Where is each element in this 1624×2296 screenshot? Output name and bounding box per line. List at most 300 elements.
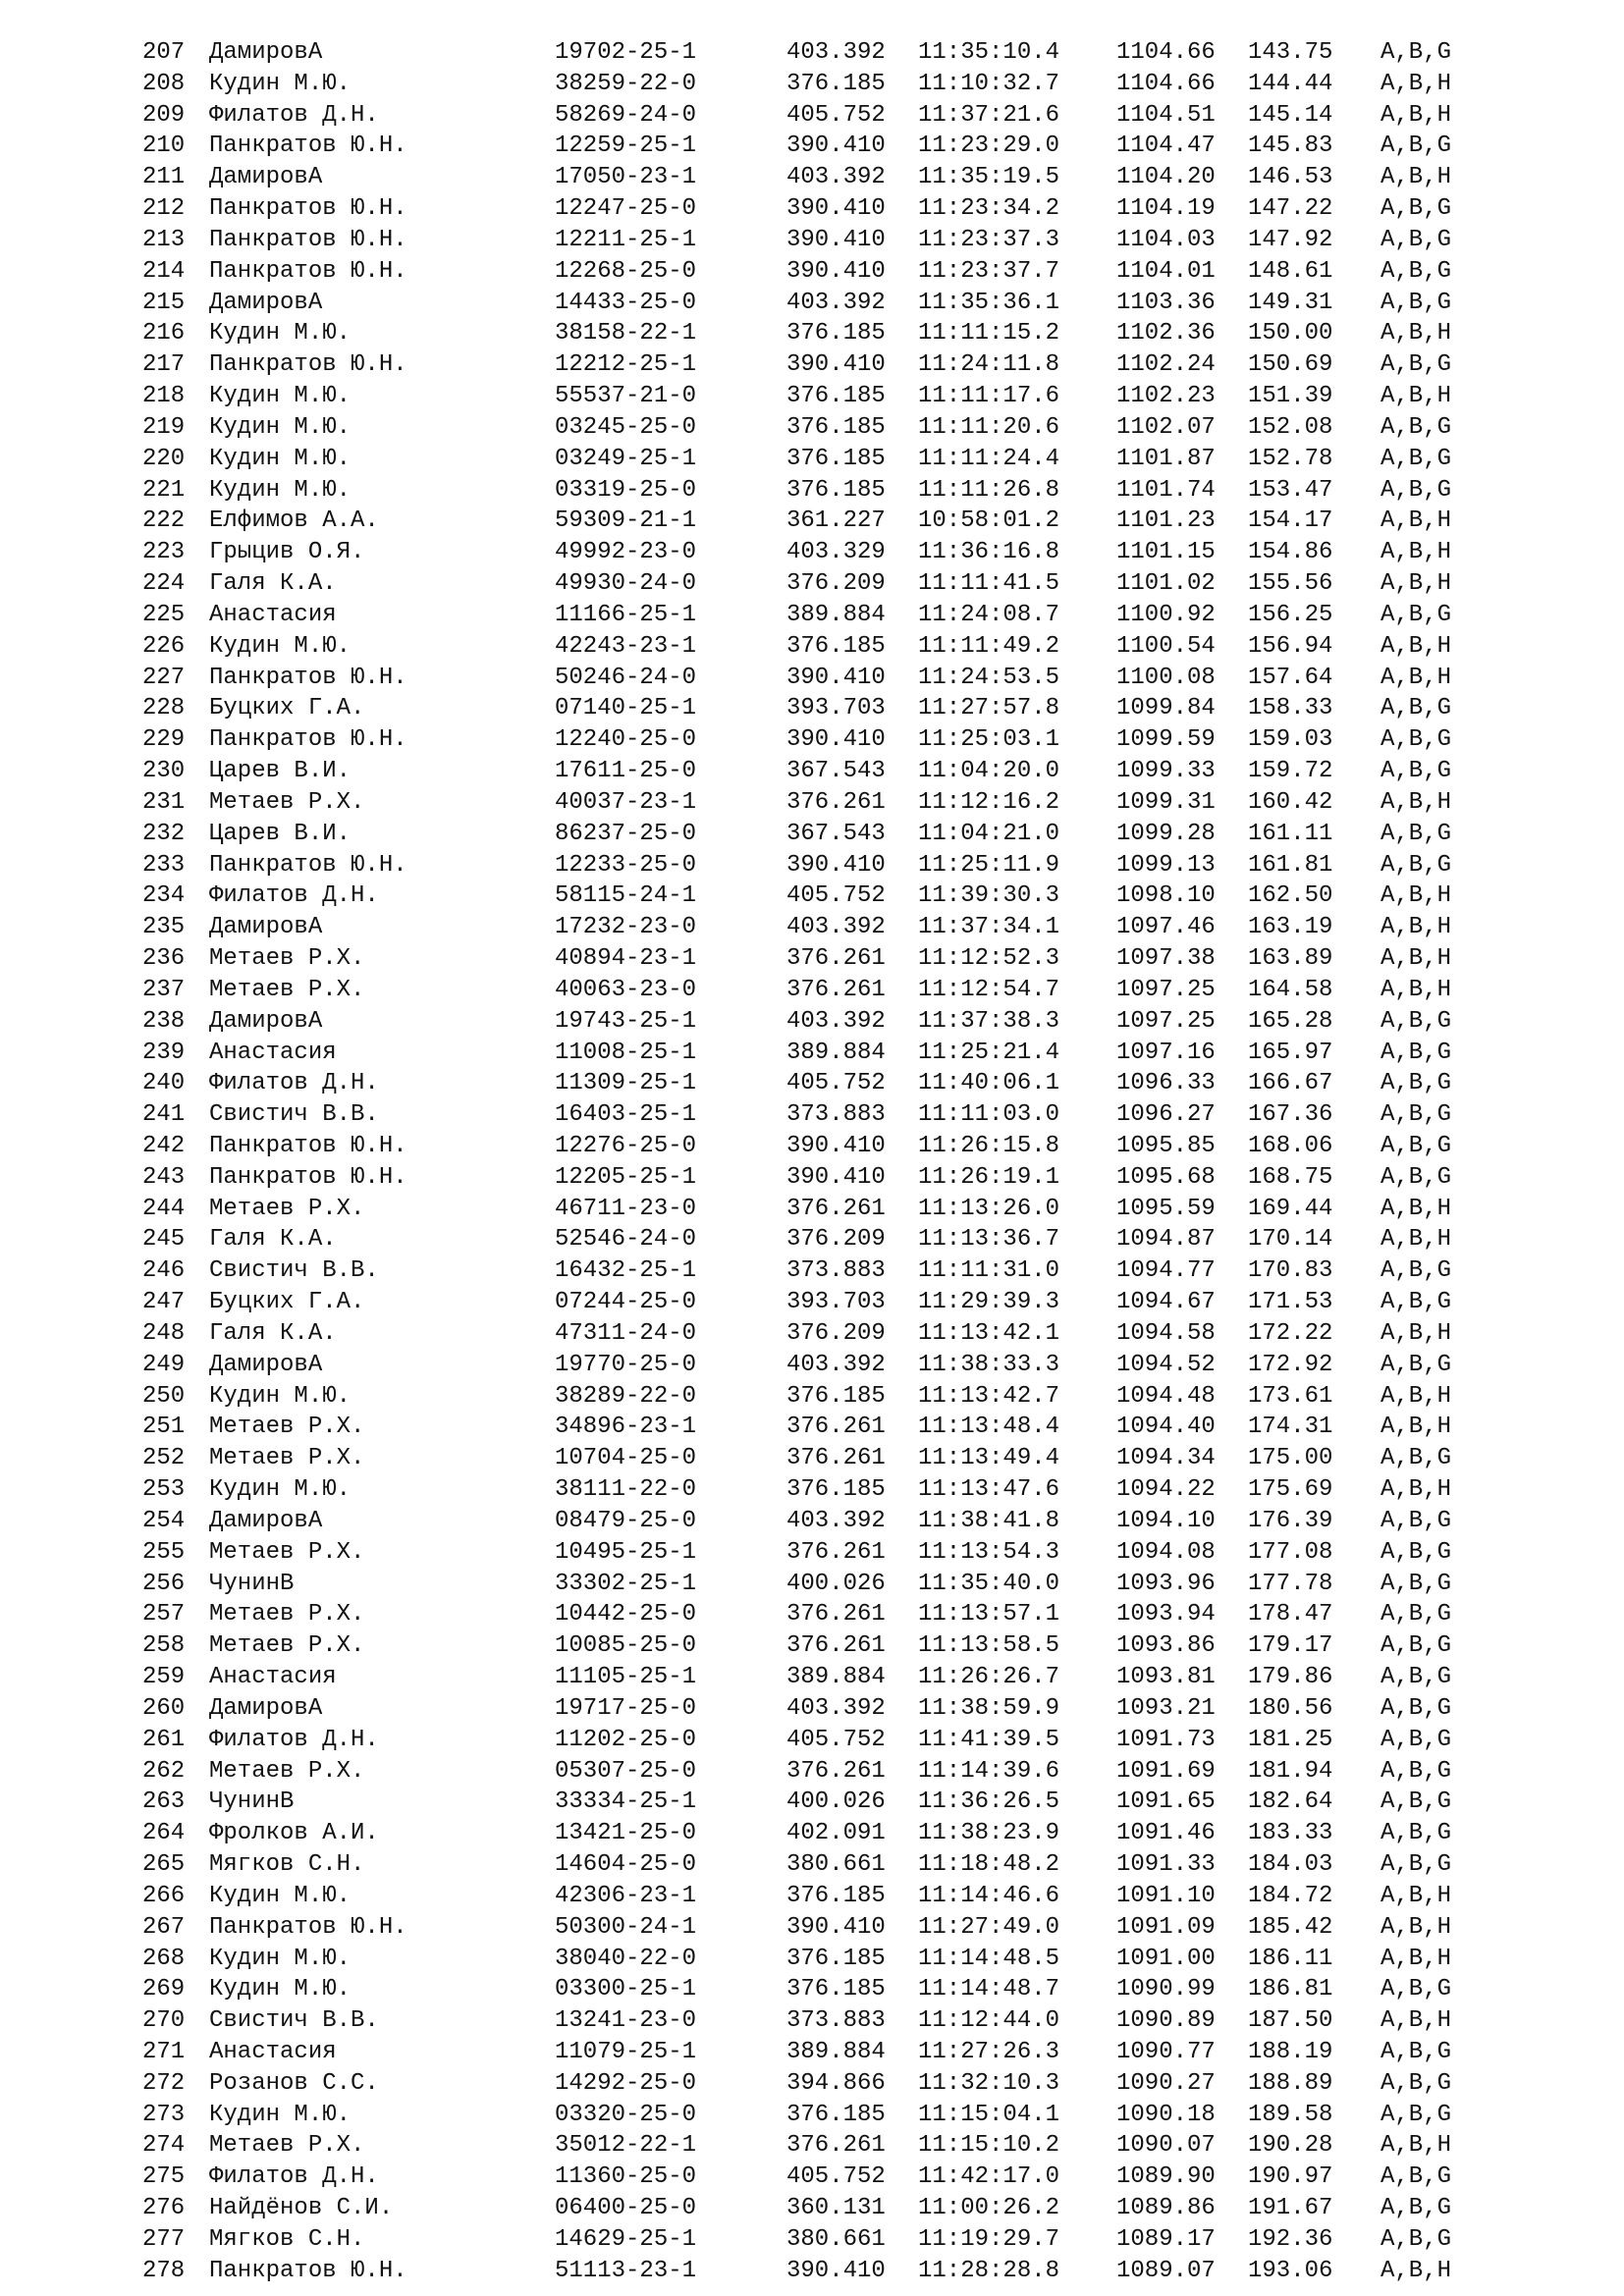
- categories: A,B,H: [1380, 1195, 1452, 1222]
- distance: 367.543: [786, 820, 886, 847]
- categories: A,B,G: [1380, 1820, 1452, 1847]
- ring-number: 47311-24-0: [555, 1319, 697, 1347]
- arrival-time: 11:37:38.3: [918, 1007, 1060, 1035]
- distance: 376.185: [786, 320, 886, 347]
- distance: 405.752: [786, 2163, 886, 2191]
- ring-number: 03320-25-0: [555, 2101, 697, 2128]
- fancier-name: Метаев Р.Х.: [209, 1445, 365, 1472]
- coefficient: 154.86: [1248, 539, 1333, 566]
- ring-number: 34896-23-1: [555, 1414, 697, 1441]
- row-number: 218: [142, 383, 186, 410]
- distance: 376.185: [786, 1882, 886, 1909]
- ring-number: 49992-23-0: [555, 539, 697, 566]
- fancier-name: Филатов Д.Н.: [209, 1070, 379, 1097]
- fancier-name: Метаев Р.Х.: [209, 1195, 365, 1222]
- categories: A,B,G: [1380, 1132, 1452, 1159]
- ring-number: 42243-23-1: [555, 632, 697, 660]
- arrival-time: 11:36:16.8: [918, 539, 1060, 566]
- row-number: 220: [142, 445, 186, 472]
- speed: 1090.27: [1116, 2069, 1216, 2097]
- arrival-time: 11:13:58.5: [918, 1632, 1060, 1660]
- speed: 1099.13: [1116, 851, 1216, 879]
- speed: 1095.59: [1116, 1195, 1216, 1222]
- distance: 403.392: [786, 289, 886, 316]
- coefficient: 161.81: [1248, 851, 1333, 879]
- row-number: 263: [142, 1789, 186, 1816]
- categories: A,B,G: [1380, 726, 1452, 754]
- coefficient: 162.50: [1248, 882, 1333, 910]
- fancier-name: ДамировА: [209, 39, 323, 66]
- arrival-time: 11:38:59.9: [918, 1694, 1060, 1722]
- coefficient: 158.33: [1248, 695, 1333, 722]
- coefficient: 156.25: [1248, 601, 1333, 628]
- ring-number: 13241-23-0: [555, 2007, 697, 2035]
- categories: A,B,H: [1380, 1476, 1452, 1504]
- coefficient: 169.44: [1248, 1195, 1333, 1222]
- ring-number: 50246-24-0: [555, 664, 697, 691]
- distance: 389.884: [786, 2039, 886, 2065]
- fancier-name: ДамировА: [209, 164, 323, 191]
- row-number: 250: [142, 1382, 186, 1410]
- row-number: 237: [142, 976, 186, 1003]
- arrival-time: 11:29:39.3: [918, 1289, 1060, 1316]
- fancier-name: Мягков С.Н.: [209, 2225, 365, 2253]
- ring-number: 19717-25-0: [555, 1694, 697, 1722]
- fancier-name: Метаев Р.Х.: [209, 976, 365, 1003]
- arrival-time: 11:14:48.5: [918, 1945, 1060, 1972]
- categories: A,B,H: [1380, 664, 1452, 691]
- ring-number: 11105-25-1: [555, 1664, 697, 1691]
- fancier-name: Панкратов Ю.Н.: [209, 351, 407, 379]
- distance: 373.883: [786, 1101, 886, 1129]
- categories: A,B,G: [1380, 1039, 1452, 1066]
- row-number: 241: [142, 1101, 186, 1129]
- ring-number: 14629-25-1: [555, 2225, 697, 2253]
- speed: 1100.54: [1116, 632, 1216, 660]
- speed: 1097.38: [1116, 945, 1216, 973]
- categories: A,B,G: [1380, 1538, 1452, 1566]
- arrival-time: 11:13:54.3: [918, 1538, 1060, 1566]
- coefficient: 157.64: [1248, 664, 1333, 691]
- distance: 403.329: [786, 539, 886, 566]
- fancier-name: Метаев Р.Х.: [209, 945, 365, 973]
- categories: A,B,G: [1380, 1257, 1452, 1285]
- row-number: 278: [142, 2257, 186, 2284]
- fancier-name: Кудин М.Ю.: [209, 1945, 352, 1972]
- categories: A,B,H: [1380, 2007, 1452, 2035]
- categories: A,B,G: [1380, 2195, 1452, 2222]
- distance: 367.543: [786, 758, 886, 785]
- distance: 376.261: [786, 788, 886, 816]
- categories: A,B,G: [1380, 1601, 1452, 1629]
- speed: 1104.01: [1116, 257, 1216, 285]
- row-number: 264: [142, 1820, 186, 1847]
- distance: 390.410: [786, 1163, 886, 1191]
- categories: A,B,H: [1380, 1913, 1452, 1941]
- distance: 390.410: [786, 226, 886, 253]
- coefficient: 146.53: [1248, 164, 1333, 191]
- speed: 1094.34: [1116, 1445, 1216, 1472]
- fancier-name: Панкратов Ю.Н.: [209, 195, 407, 223]
- coefficient: 149.31: [1248, 289, 1333, 316]
- arrival-time: 11:28:28.8: [918, 2257, 1060, 2284]
- fancier-name: ДамировА: [209, 289, 323, 316]
- arrival-time: 11:13:48.4: [918, 1414, 1060, 1441]
- coefficient: 144.44: [1248, 70, 1333, 97]
- ring-number: 55537-21-0: [555, 383, 697, 410]
- fancier-name: Кудин М.Ю.: [209, 320, 352, 347]
- distance: 376.209: [786, 1319, 886, 1347]
- ring-number: 59309-21-1: [555, 507, 697, 535]
- speed: 1090.18: [1116, 2101, 1216, 2128]
- distance: 361.227: [786, 507, 886, 535]
- coefficient: 175.00: [1248, 1445, 1333, 1472]
- coefficient: 186.11: [1248, 1945, 1333, 1972]
- row-number: 248: [142, 1319, 186, 1347]
- distance: 376.185: [786, 445, 886, 472]
- ring-number: 40037-23-1: [555, 788, 697, 816]
- categories: A,B,G: [1380, 851, 1452, 879]
- row-number: 211: [142, 164, 186, 191]
- categories: A,B,G: [1380, 2101, 1452, 2128]
- fancier-name: Панкратов Ю.Н.: [209, 2257, 407, 2284]
- distance: 373.883: [786, 1257, 886, 1285]
- distance: 403.392: [786, 1351, 886, 1378]
- fancier-name: Грыцив О.Я.: [209, 539, 365, 566]
- row-number: 225: [142, 601, 186, 628]
- fancier-name: Метаев Р.Х.: [209, 2132, 365, 2160]
- speed: 1101.87: [1116, 445, 1216, 472]
- distance: 405.752: [786, 882, 886, 910]
- arrival-time: 11:38:41.8: [918, 1507, 1060, 1534]
- coefficient: 192.36: [1248, 2225, 1333, 2253]
- coefficient: 170.83: [1248, 1257, 1333, 1285]
- coefficient: 159.03: [1248, 726, 1333, 754]
- coefficient: 175.69: [1248, 1476, 1333, 1504]
- distance: 376.185: [786, 476, 886, 504]
- distance: 376.261: [786, 1601, 886, 1629]
- row-number: 221: [142, 476, 186, 504]
- coefficient: 191.67: [1248, 2195, 1333, 2222]
- categories: A,B,G: [1380, 1976, 1452, 2003]
- fancier-name: Галя К.А.: [209, 570, 337, 598]
- speed: 1094.67: [1116, 1289, 1216, 1316]
- distance: 390.410: [786, 726, 886, 754]
- speed: 1104.66: [1116, 39, 1216, 66]
- categories: A,B,H: [1380, 539, 1452, 566]
- speed: 1091.65: [1116, 1789, 1216, 1816]
- row-number: 249: [142, 1351, 186, 1378]
- row-number: 251: [142, 1414, 186, 1441]
- coefficient: 172.22: [1248, 1319, 1333, 1347]
- fancier-name: Метаев Р.Х.: [209, 1757, 365, 1785]
- coefficient: 165.97: [1248, 1039, 1333, 1066]
- coefficient: 148.61: [1248, 257, 1333, 285]
- distance: 376.261: [786, 2132, 886, 2160]
- categories: A,B,G: [1380, 351, 1452, 379]
- distance: 390.410: [786, 851, 886, 879]
- categories: A,B,H: [1380, 70, 1452, 97]
- categories: A,B,G: [1380, 1632, 1452, 1660]
- coefficient: 176.39: [1248, 1507, 1333, 1534]
- speed: 1096.27: [1116, 1101, 1216, 1129]
- categories: A,B,G: [1380, 1789, 1452, 1816]
- ring-number: 14292-25-0: [555, 2069, 697, 2097]
- ring-number: 50300-24-1: [555, 1913, 697, 1941]
- fancier-name: Метаев Р.Х.: [209, 1601, 365, 1629]
- distance: 389.884: [786, 1664, 886, 1691]
- row-number: 257: [142, 1601, 186, 1629]
- ring-number: 58269-24-0: [555, 101, 697, 129]
- ring-number: 17050-23-1: [555, 164, 697, 191]
- ring-number: 03245-25-0: [555, 413, 697, 441]
- categories: A,B,G: [1380, 2069, 1452, 2097]
- distance: 376.185: [786, 383, 886, 410]
- arrival-time: 11:26:26.7: [918, 1664, 1060, 1691]
- categories: A,B,G: [1380, 2163, 1452, 2191]
- distance: 376.185: [786, 1976, 886, 2003]
- arrival-time: 11:25:21.4: [918, 1039, 1060, 1066]
- distance: 376.209: [786, 1226, 886, 1254]
- ring-number: 12268-25-0: [555, 257, 697, 285]
- row-number: 224: [142, 570, 186, 598]
- coefficient: 147.22: [1248, 195, 1333, 223]
- ring-number: 07244-25-0: [555, 1289, 697, 1316]
- row-number: 261: [142, 1726, 186, 1753]
- arrival-time: 10:58:01.2: [918, 507, 1060, 535]
- fancier-name: Анастасия: [209, 601, 337, 628]
- arrival-time: 11:27:57.8: [918, 695, 1060, 722]
- coefficient: 188.89: [1248, 2069, 1333, 2097]
- categories: A,B,G: [1380, 1507, 1452, 1534]
- speed: 1099.59: [1116, 726, 1216, 754]
- row-number: 259: [142, 1664, 186, 1691]
- arrival-time: 11:11:26.8: [918, 476, 1060, 504]
- speed: 1102.07: [1116, 413, 1216, 441]
- arrival-time: 11:11:20.6: [918, 413, 1060, 441]
- arrival-time: 11:35:36.1: [918, 289, 1060, 316]
- fancier-name: ДамировА: [209, 1351, 323, 1378]
- categories: A,B,H: [1380, 1226, 1452, 1254]
- arrival-time: 11:11:03.0: [918, 1101, 1060, 1129]
- coefficient: 181.25: [1248, 1726, 1333, 1753]
- coefficient: 167.36: [1248, 1101, 1333, 1129]
- row-number: 240: [142, 1070, 186, 1097]
- coefficient: 184.03: [1248, 1851, 1333, 1879]
- distance: 376.185: [786, 2101, 886, 2128]
- coefficient: 184.72: [1248, 1882, 1333, 1909]
- distance: 403.392: [786, 914, 886, 941]
- speed: 1104.03: [1116, 226, 1216, 253]
- arrival-time: 11:11:41.5: [918, 570, 1060, 598]
- speed: 1100.92: [1116, 601, 1216, 628]
- row-number: 268: [142, 1945, 186, 1972]
- ring-number: 03249-25-1: [555, 445, 697, 472]
- row-number: 227: [142, 664, 186, 691]
- speed: 1096.33: [1116, 1070, 1216, 1097]
- speed: 1099.33: [1116, 758, 1216, 785]
- coefficient: 183.33: [1248, 1820, 1333, 1847]
- categories: A,B,G: [1380, 2225, 1452, 2253]
- row-number: 226: [142, 632, 186, 660]
- row-number: 230: [142, 758, 186, 785]
- fancier-name: Метаев Р.Х.: [209, 1632, 365, 1660]
- categories: A,B,H: [1380, 945, 1452, 973]
- fancier-name: Елфимов А.А.: [209, 507, 379, 535]
- distance: 376.261: [786, 945, 886, 973]
- fancier-name: Филатов Д.Н.: [209, 882, 379, 910]
- distance: 403.392: [786, 1007, 886, 1035]
- row-number: 219: [142, 413, 186, 441]
- row-number: 236: [142, 945, 186, 973]
- fancier-name: Панкратов Ю.Н.: [209, 1913, 407, 1941]
- coefficient: 177.08: [1248, 1538, 1333, 1566]
- arrival-time: 11:25:03.1: [918, 726, 1060, 754]
- coefficient: 145.14: [1248, 101, 1333, 129]
- distance: 403.392: [786, 164, 886, 191]
- arrival-time: 11:15:10.2: [918, 2132, 1060, 2160]
- distance: 390.410: [786, 257, 886, 285]
- row-number: 208: [142, 70, 186, 97]
- ring-number: 19702-25-1: [555, 39, 697, 66]
- categories: A,B,G: [1380, 289, 1452, 316]
- coefficient: 186.81: [1248, 1976, 1333, 2003]
- distance: 376.261: [786, 1632, 886, 1660]
- arrival-time: 11:24:53.5: [918, 664, 1060, 691]
- row-number: 270: [142, 2007, 186, 2035]
- arrival-time: 11:00:26.2: [918, 2195, 1060, 2222]
- distance: 393.703: [786, 1289, 886, 1316]
- row-number: 256: [142, 1570, 186, 1597]
- fancier-name: Панкратов Ю.Н.: [209, 726, 407, 754]
- distance: 390.410: [786, 351, 886, 379]
- categories: A,B,G: [1380, 1289, 1452, 1316]
- row-number: 277: [142, 2225, 186, 2253]
- ring-number: 08479-25-0: [555, 1507, 697, 1534]
- speed: 1097.46: [1116, 914, 1216, 941]
- ring-number: 12212-25-1: [555, 351, 697, 379]
- speed: 1099.31: [1116, 788, 1216, 816]
- ring-number: 17611-25-0: [555, 758, 697, 785]
- ring-number: 11008-25-1: [555, 1039, 697, 1066]
- row-number: 223: [142, 539, 186, 566]
- speed: 1094.87: [1116, 1226, 1216, 1254]
- distance: 402.091: [786, 1820, 886, 1847]
- distance: 389.884: [786, 601, 886, 628]
- coefficient: 150.69: [1248, 351, 1333, 379]
- row-number: 207: [142, 39, 186, 66]
- row-number: 253: [142, 1476, 186, 1504]
- arrival-time: 11:12:54.7: [918, 976, 1060, 1003]
- arrival-time: 11:26:19.1: [918, 1163, 1060, 1191]
- fancier-name: Кудин М.Ю.: [209, 413, 352, 441]
- distance: 373.883: [786, 2007, 886, 2035]
- ring-number: 14604-25-0: [555, 1851, 697, 1879]
- speed: 1094.77: [1116, 1257, 1216, 1285]
- coefficient: 163.89: [1248, 945, 1333, 973]
- speed: 1104.47: [1116, 133, 1216, 160]
- coefficient: 172.92: [1248, 1351, 1333, 1378]
- distance: 390.410: [786, 133, 886, 160]
- row-number: 209: [142, 101, 186, 129]
- row-number: 229: [142, 726, 186, 754]
- speed: 1091.73: [1116, 1726, 1216, 1753]
- row-number: 267: [142, 1913, 186, 1941]
- arrival-time: 11:38:33.3: [918, 1351, 1060, 1378]
- ring-number: 07140-25-1: [555, 695, 697, 722]
- categories: A,B,G: [1380, 1664, 1452, 1691]
- arrival-time: 11:36:26.5: [918, 1789, 1060, 1816]
- coefficient: 180.56: [1248, 1694, 1333, 1722]
- fancier-name: Фролков А.И.: [209, 1820, 379, 1847]
- arrival-time: 11:25:11.9: [918, 851, 1060, 879]
- row-number: 233: [142, 851, 186, 879]
- fancier-name: ДамировА: [209, 1694, 323, 1722]
- ring-number: 03319-25-0: [555, 476, 697, 504]
- ring-number: 33334-25-1: [555, 1789, 697, 1816]
- arrival-time: 11:32:10.3: [918, 2069, 1060, 2097]
- distance: 376.261: [786, 1757, 886, 1785]
- ring-number: 11202-25-0: [555, 1726, 697, 1753]
- row-number: 247: [142, 1289, 186, 1316]
- arrival-time: 11:19:29.7: [918, 2225, 1060, 2253]
- categories: A,B,G: [1380, 476, 1452, 504]
- distance: 380.661: [786, 2225, 886, 2253]
- row-number: 244: [142, 1195, 186, 1222]
- speed: 1104.20: [1116, 164, 1216, 191]
- fancier-name: Панкратов Ю.Н.: [209, 1132, 407, 1159]
- coefficient: 155.56: [1248, 570, 1333, 598]
- ring-number: 12233-25-0: [555, 851, 697, 879]
- categories: A,B,G: [1380, 1851, 1452, 1879]
- coefficient: 151.39: [1248, 383, 1333, 410]
- speed: 1101.02: [1116, 570, 1216, 598]
- row-number: 258: [142, 1632, 186, 1660]
- arrival-time: 11:12:44.0: [918, 2007, 1060, 2035]
- row-number: 254: [142, 1507, 186, 1534]
- coefficient: 147.92: [1248, 226, 1333, 253]
- speed: 1101.74: [1116, 476, 1216, 504]
- row-number: 245: [142, 1226, 186, 1254]
- coefficient: 159.72: [1248, 758, 1333, 785]
- row-number: 271: [142, 2039, 186, 2065]
- categories: A,B,G: [1380, 758, 1452, 785]
- speed: 1094.22: [1116, 1476, 1216, 1504]
- fancier-name: Кудин М.Ю.: [209, 1882, 352, 1909]
- categories: A,B,H: [1380, 320, 1452, 347]
- speed: 1099.28: [1116, 820, 1216, 847]
- categories: A,B,H: [1380, 914, 1452, 941]
- fancier-name: ДамировА: [209, 1507, 323, 1534]
- distance: 376.185: [786, 632, 886, 660]
- coefficient: 181.94: [1248, 1757, 1333, 1785]
- arrival-time: 11:13:42.1: [918, 1319, 1060, 1347]
- speed: 1091.00: [1116, 1945, 1216, 1972]
- fancier-name: Царев В.И.: [209, 820, 352, 847]
- ring-number: 10495-25-1: [555, 1538, 697, 1566]
- ring-number: 11309-25-1: [555, 1070, 697, 1097]
- arrival-time: 11:13:26.0: [918, 1195, 1060, 1222]
- speed: 1104.51: [1116, 101, 1216, 129]
- arrival-time: 11:35:19.5: [918, 164, 1060, 191]
- speed: 1100.08: [1116, 664, 1216, 691]
- categories: A,B,G: [1380, 601, 1452, 628]
- distance: 389.884: [786, 1039, 886, 1066]
- fancier-name: Филатов Д.Н.: [209, 101, 379, 129]
- speed: 1091.33: [1116, 1851, 1216, 1879]
- arrival-time: 11:04:20.0: [918, 758, 1060, 785]
- categories: A,B,H: [1380, 570, 1452, 598]
